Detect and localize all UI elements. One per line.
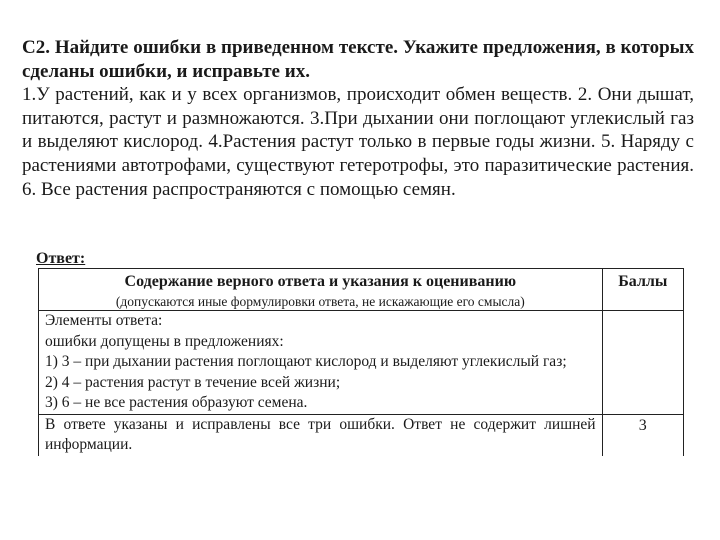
header-note: (допускаются иные формулировки ответа, не искажающие его смысла) (115, 294, 525, 309)
header-title: Содержание верного ответа и указания к оцениванию (124, 273, 517, 290)
correction-item: 3) 6 – не все растения образуют семена. (45, 394, 308, 411)
criterion-cell (39, 414, 603, 456)
answer-elements-cell (39, 311, 603, 415)
task-body: 1.У растений, как и у всех организмов, происходит обмен веществ. 2. Они дышат, питаются, растут и размножаются. 3.При дыхании они поглощают углекислый газ и выделяют кислород. 4.Растения растут только в первые годы жизни. 5. Наряду с растениями автотрофами, существуют гетеротрофы, это паразитические растения. 6. Все растения распространяются с помощью семян. (22, 84, 694, 200)
answer-table (38, 268, 684, 456)
elements-label: Элементы ответа: (45, 312, 163, 329)
task-text-block (22, 36, 694, 201)
table-row-elements (39, 311, 684, 415)
score-header: Баллы (602, 269, 683, 311)
answer-label: Ответ: (36, 250, 86, 267)
score-value: 3 (602, 414, 683, 456)
table-header-row (39, 269, 684, 311)
header-content-cell (39, 269, 603, 311)
errors-intro: ошибки допущены в предложениях: (45, 332, 284, 350)
correction-item: 1) 3 – при дыхании растения поглощают кислород и выделяют углекислый газ; (45, 353, 567, 370)
criterion-text: В ответе указаны и исправлены все три ошибки. Ответ не содержит лишней информации. (45, 415, 596, 453)
task-heading: С2. Найдите ошибки в приведенном тексте. Укажите предложения, в которых сделаны ошибки, и исправьте их. (22, 37, 694, 82)
correction-item: 2) 4 – растения растут в течение всей жизни; (45, 373, 341, 391)
empty-score-cell (602, 311, 683, 415)
table-row-criterion (39, 414, 684, 456)
